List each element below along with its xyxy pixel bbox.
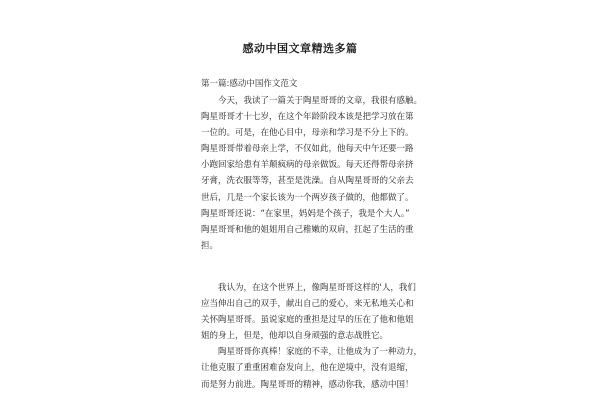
document-title: 感动中国文章精选多篇 [242, 42, 358, 55]
paragraph-1 [201, 93, 423, 254]
text-line: 今天，我读了一篇关于陶星哥哥的文章，我很有感触。 [201, 96, 423, 106]
document-subtitle: 第一篇:感动中国作文范文 [201, 79, 298, 89]
text-line: 牙膏，洗衣服等等，甚至是洗澡。自从陶星哥哥的父亲去 [201, 176, 414, 187]
text-line: 陶星哥哥才十七岁，在这个年龄阶段本该是把学习放在第 [201, 112, 414, 123]
paragraph-2 [201, 280, 416, 344]
text-line: 陶星哥哥和他的姐姐用自己稚嫩的双肩，扛起了生活的重 [201, 224, 414, 235]
text-line: 担。 [201, 240, 219, 251]
paragraph-3 [201, 344, 423, 392]
document-body [201, 93, 423, 393]
text-line: 小跑回家给患有羊颠疯病的母亲做饭。每天还得帮母亲挤 [201, 160, 414, 171]
text-line: 一位的。可是，在他心目中，母亲和学习是不分上下的。 [201, 128, 414, 139]
text-line: 陶星哥哥还说：“在家里，妈妈是个孩子，我是个大人。” [201, 208, 410, 219]
text-line: 我认为，在这个世界上，像陶星哥哥这样的'人，我们 [201, 282, 416, 293]
text-line: 应当伸出自己的双手，献出自己的爱心，来无私地关心和 [201, 299, 414, 310]
text-line: 世后，几是一个家长该为一个两岁孩子做的，他都做了。 [201, 192, 414, 203]
text-line: 陶星哥哥你真棒！家庭的不幸，让他成为了一种动力， [201, 347, 423, 358]
text-line: 关怀陶星哥哥。虽说家庭的重担是过早的压在了他和他姐 [201, 315, 414, 326]
paragraph-spacer [201, 254, 401, 280]
text-line: 让他克服了重重困难奋发向上，他在逆境中，没有退缩， [201, 363, 414, 374]
text-line: 而是努力前进。陶星哥哥的精神，感动你我，感动中国！ [201, 379, 414, 390]
text-line: 姐的身上，但是，他却以自身顽强的意志战胜它。 [201, 331, 389, 342]
text-line: 陶星哥哥带着母亲上学，不仅如此，他每天中午还要一路 [201, 144, 414, 155]
